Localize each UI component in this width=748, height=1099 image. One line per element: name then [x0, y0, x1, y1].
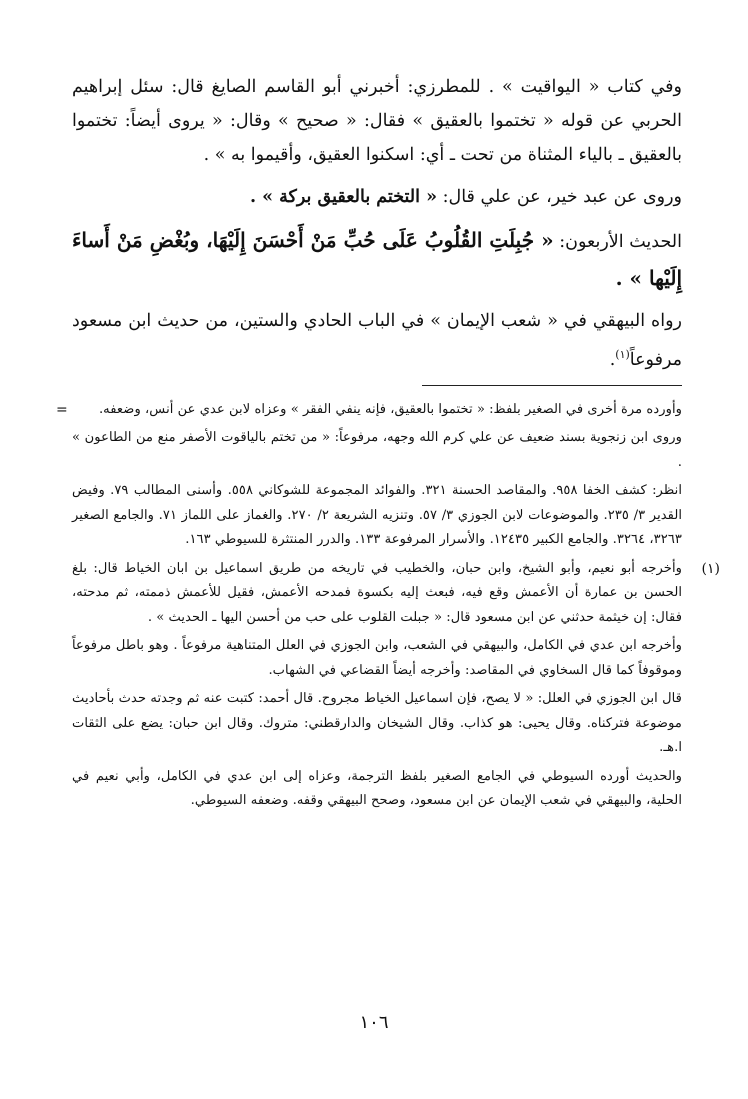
- page-number: ١٠٦: [359, 1012, 389, 1033]
- footnote-1-number: (١): [701, 560, 720, 577]
- footnote-divider: [422, 385, 682, 386]
- paragraph-3-text: رواه البيهقي في « شعب الإيمان » في الباب الحادي والستين، من حديث ابن مسعود مرفوعاً: [72, 311, 682, 370]
- page-content: [56, 70, 720, 818]
- hadith-text: « جُبِلَتِ القُلُوبُ عَلَى حُبِّ مَنْ أَحْسَنَ إِلَيْهَا، وبُغْضِ مَنْ أَساءَ إِلَيْها » .: [72, 228, 682, 290]
- footnote-1-text: وأخرجه أبو نعيم، وأبو الشيخ، وابن حبان، والخطيب في تاريخه من طريق اسماعيل بن ابان الخياط قال: بلغ الحسن بن عمارة أن الأعمش وقع فيه، فبعث إليه بكسوة فمدحه الأعمش، فقيل للأعمش ذممته، ثم مدحته، فقال: إن خيثمة حدثني عن ابن مسعود قال: « جبلت القلوب على حب من أحسن اليها ـ الحديث » .: [72, 560, 682, 625]
- footnote-1-paragraph: وأخرجه ابن عدي في الكامل، والبيهقي في الشعب، وابن الجوزي في العلل المتناهية مرفوعاً . وهو باطل مرفوعاً وموقوفاً كما قال السخاوي في المقاصد: وأخرجه أيضاً القضاعي في الشهاب.: [72, 638, 682, 678]
- footnote-1-paragraph: قال ابن الجوزي في العلل: « لا يصح، فإن اسماعيل الخياط مجروح. قال أحمد: كتبت عنه ثم وجدته حدث بأحاديث موضوعة فتركناه. وقال يحيى: هو كذاب. وقال الشيخان والدارقطني: متروك. وقال ابن حبان: يضع على الثقات ا.هـ.: [72, 691, 682, 756]
- footnote-cont-paragraph: انظر: كشف الخفا ٩٥٨. والمقاصد الحسنة ٣٢١. والفوائد المجموعة للشوكاني ٥٥٨. وأسنى المطالب ٧٩. وفيض القدير ٣/ ٢٣٥. والموضوعات لابن الجوزي ٣/ ٥٧. وتنزيه الشريعة ٢/ ٢٧٠. والغماز على اللماز ٧١. والجامع الصغير ٣٢٦٣، ٣٢٦٤. والجامع الكبير ١٢٤٣٥. والأسرار المرفوعة ١٣٣. والدرر المنتثرة للسيوطي ١٦٣.: [72, 483, 683, 548]
- main-paragraph-2: [72, 180, 682, 214]
- hadith-paragraph: [72, 222, 682, 298]
- paragraph-2-text: وروى عن عبد خير، عن علي قال:: [442, 187, 682, 207]
- hadith-heading: الحديث الأربعون:: [559, 232, 682, 252]
- main-paragraph-1: وفي كتاب « اليواقيت » . للمطرزي: أخبرني أبو القاسم الصايغ قال: سئل إبراهيم الحربي عن قوله « تختموا بالعقيق » فقال: « صحيح » وقال: « يروى أيضاً: تختموا بالعقيق ـ بالياء المثناة من تحت ـ أي: اسكنوا العقيق، وأقيموا به » .: [72, 77, 682, 165]
- footnote-cont-text: وأورده مرة أخرى في الصغير بلفظ: « تختموا بالعقيق، فإنه ينفي الفقر » وعزاه لابن عدي عن أنس، وضعفه.: [98, 401, 682, 417]
- footnote-reference: (١): [615, 348, 630, 361]
- main-paragraph-3: [72, 304, 682, 377]
- footnote-continuation: [56, 398, 682, 423]
- footnote-1: [72, 557, 720, 631]
- continuation-marker: =: [56, 401, 68, 418]
- paragraph-3-end: .: [609, 349, 616, 370]
- paragraph-2-quote: « التختم بالعقيق بركة » .: [249, 187, 438, 207]
- footnote-cont-paragraph: وروى ابن زنجوية بسند ضعيف عن علي كرم الله وجهه، مرفوعاً: « من تختم بالياقوت الأصفر منع من الطاعون » .: [72, 430, 682, 470]
- footnote-1-paragraph: والحديث أورده السيوطي في الجامع الصغير بلفظ الترجمة، وعزاه إلى ابن عدي في الكامل، وأبي نعيم في الحلية، والبيهقي في شعب الإيمان عن ابن مسعود، وصحح البيهقي وقفه. وضعفه السيوطي.: [72, 768, 682, 809]
